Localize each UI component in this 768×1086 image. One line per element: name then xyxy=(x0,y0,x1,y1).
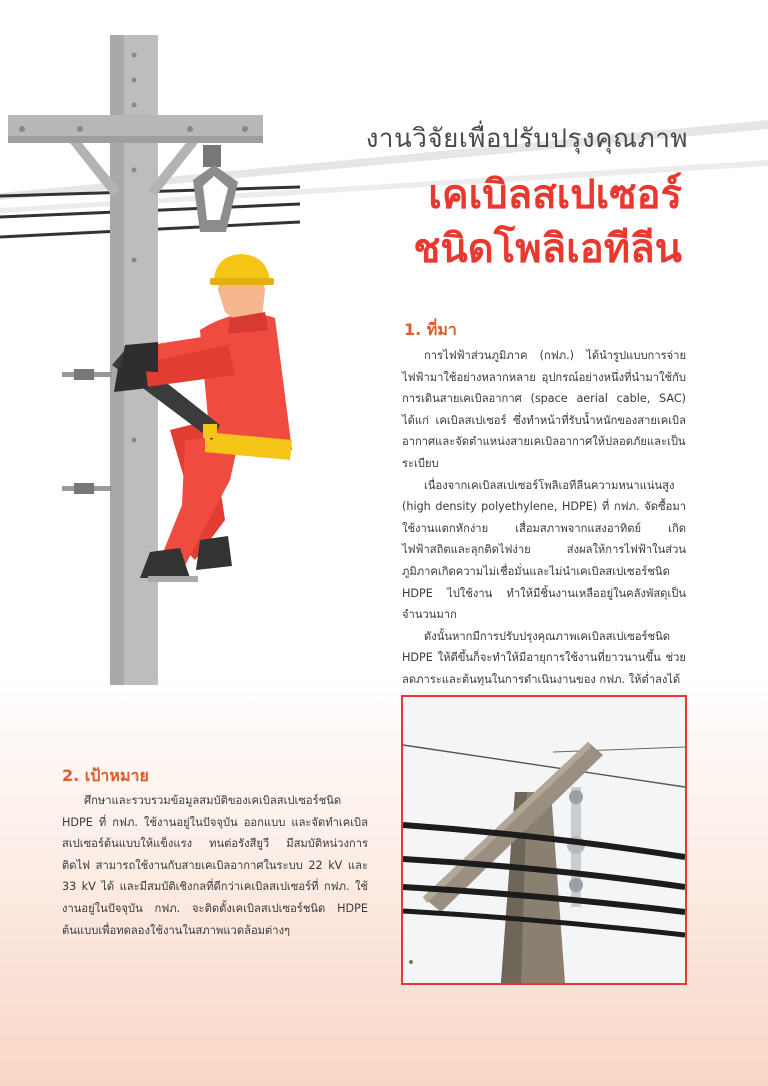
title-line-2: เคเบิลสเปเซอร์ xyxy=(428,172,682,218)
section-1-heading: 1. ที่มา xyxy=(404,320,457,339)
title-line-1: งานวิจัยเพื่อปรับปรุงคุณภาพ xyxy=(365,124,688,154)
section-2-heading: 2. เป้าหมาย xyxy=(62,766,149,785)
section-1-paragraph-2: เนื่องจากเคเบิลสเปเซอร์โพลิเอทีลีนความหนาแน่นสูง (high density polyethylene, HDPE) ที่ กฟภ. จัดซื้อมาใช้งานแตกหักง่าย เสื่อมสภาพจากแสงอาทิตย์ เกิดไฟฟ้าสถิตและลุกติดไฟง่าย ส่งผลให้การไฟฟ้าในส่วนภูมิภาคเกิดความไม่เชื่อมั่นและไม่นำเคเบิลสเปเซอร์ชนิด HDPE ไปใช้งาน ทำให้มีชิ้นงานเหลืออยู่ในคลังพัสดุเป็นจำนวนมาก xyxy=(402,478,686,622)
section-1-paragraph-3: ดังนั้นหากมีการปรับปรุงคุณภาพเคเบิลสเปเซอร์ชนิด HDPE ให้ดีขึ้นก็จะทำให้มีอายุการใช้งานที่ยาวนานขึ้น ช่วยลดภาระและต้นทุนในการดำเนินงานของ กฟภ. ให้ต่ำลงได้ xyxy=(402,629,686,686)
cable-spacer-on-pole-photo xyxy=(403,697,685,983)
insulator-clamp-icon xyxy=(193,145,238,232)
title-line-3: ชนิดโพลิเอทีลีน xyxy=(413,226,682,272)
cable-spacer-photo xyxy=(401,695,687,985)
section-2-paragraph-1: ศึกษาและรวบรวมข้อมูลสมบัติของเคเบิลสเปเซอร์ชนิด HDPE ที่ กฟภ. ใช้งานอยู่ในปัจจุบัน ออกแบบ และจัดทำเคเบิลสเปเซอร์ต้นแบบให้แข็งแรง ทนต่อรังสียูวี มีสมบัติหน่วงการติดไฟ สามารถใช้งานกับสายเคเบิลอากาศในระบบ 22 kV และ 33 kV ได้ และมีสมบัติเชิงกลที่ดีกว่าเคเบิลสเปเซอร์ที่ กฟภ. ใช้งานอยู่ในปัจจุบัน กฟภ. จะติดตั้งเคเบิลสเปเซอร์ชนิด HDPE ต้นแบบเพื่อทดลองใช้งานในสภาพแวดล้อมต่างๆ xyxy=(62,794,368,937)
section-1-paragraph-1: การไฟฟ้าส่วนภูมิภาค (กฟภ.) ได้นำรูปแบบการจ่ายไฟฟ้ามาใช้อย่างหลากหลาย อุปกรณ์อย่างหนึ่งที่นำมาใช้กับการเดินสายเคเบิลอากาศ (space aerial cable, SAC) ได้แก่ เคเบิลสเปเซอร์ ซึ่งทำหน้าที่รับน้ำหนักของสายเคเบิลอากาศและจัดตำแหน่งสายเคเบิลอากาศให้ปลอดภัยและเป็นระเบียบ xyxy=(402,349,686,470)
section-1-body xyxy=(402,345,686,691)
section-2-body xyxy=(62,790,368,941)
